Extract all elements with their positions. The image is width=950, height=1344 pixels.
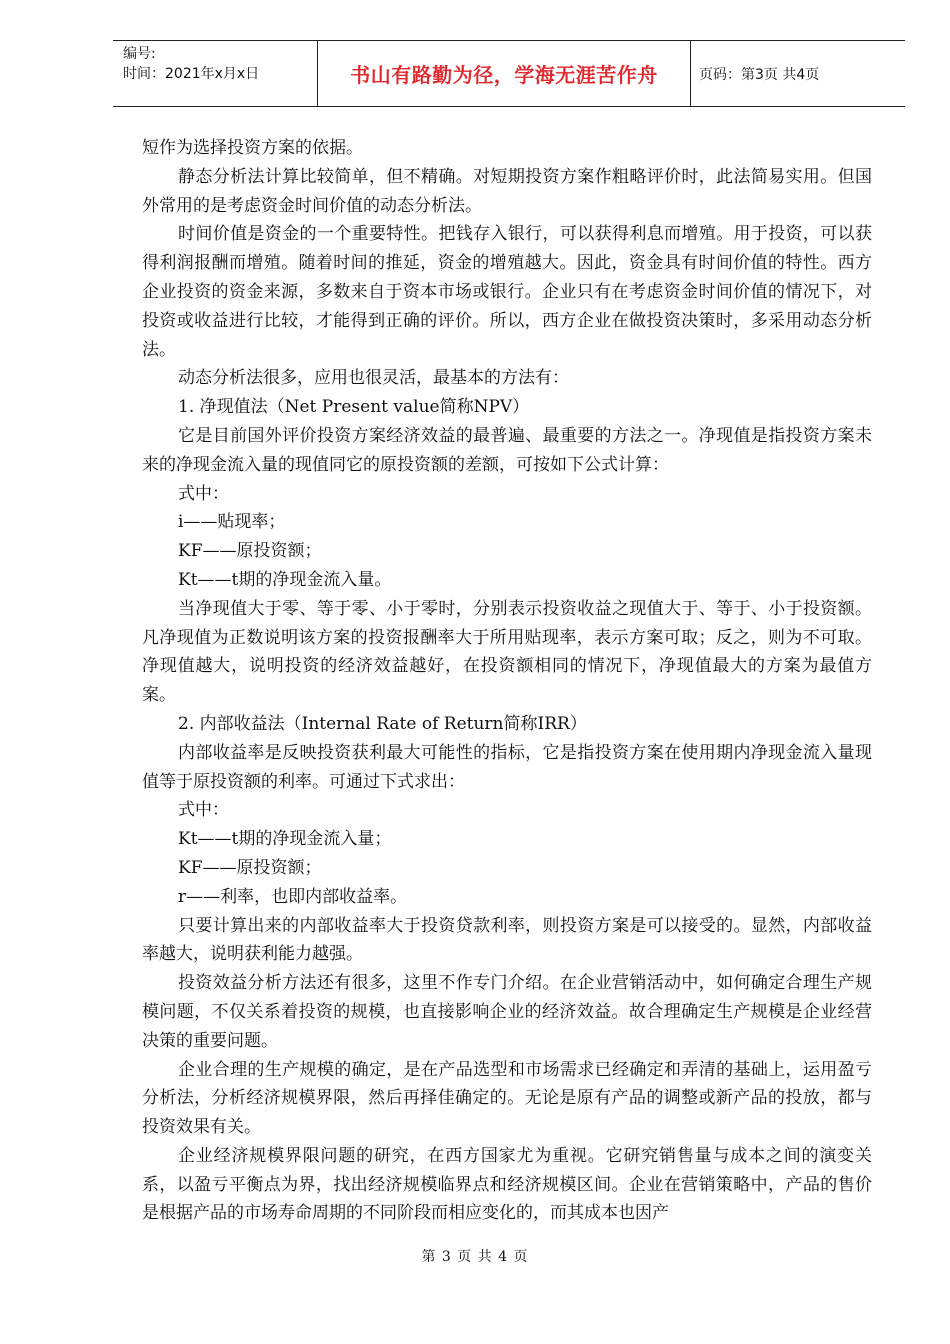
time-label: 时间：2021年x月x日 <box>123 66 260 82</box>
paragraph: 企业合理的生产规模的确定，是在产品选型和市场需求已经确定和弄清的基础上，运用盈亏分析法，分析经济规模界限，然后再择佳确定的。无论是原有产品的调整或新产品的投放，都与投资效果有关。 <box>142 1059 872 1138</box>
number-label: 编号: <box>123 46 156 62</box>
paragraph: 投资效益分析方法还有很多，这里不作专门介绍。在企业营销活动中，如何确定合理生产规模问题，不仅关系着投资的规模，也直接影响企业的经济效益。故合理确定生产规模是企业经营决策的重要问题。 <box>142 973 872 1051</box>
paragraph: 当净现值大于零、等于零、小于零时，分别表示投资收益之现值大于、等于、小于投资额。凡净现值为正数说明该方案的投资报酬率大于所用贴现率，表示方案可取；反之，则为不可取。净现值越大，说明投资的经济效益越好，在投资额相同的情况下，净现值最大的方案为最值方案。 <box>142 598 872 706</box>
paragraph: 内部收益率是反映投资获利最大可能性的指标，它是指投资方案在使用期内净现金流入量现值等于原投资额的利率。可通过下式求出： <box>142 742 872 792</box>
formula-variable: r——利率，也即内部收益率。 <box>178 886 408 907</box>
paragraph: 它是目前国外评价投资方案经济效益的最普遍、最重要的方法之一。净现值是指投资方案未来的净现金流入量的现值同它的原投资额的差额，可按如下公式计算： <box>142 425 872 475</box>
paragraph: 静态分析法计算比较简单，但不精确。对短期投资方案作粗略评价时，此法简易实用。但国外常用的是考虑资金时间价值的动态分析法。 <box>142 166 872 216</box>
formula-variable: Kt——t期的净现金流入量； <box>178 829 392 850</box>
paragraph: 时间价值是资金的一个重要特性。把钱存入银行，可以获得利息而增殖。用于投资，可以获得利润报酬而增殖。随着时间的推延，资金的增殖越大。因此，资金具有时间价值的特性。西方企业投资的资金来源，多数来自于资本市场或银行。企业只有在考虑资金时间价值的情况下，对投资或收益进行比较，才能得到正确的评价。所以，西方企业在做投资决策时，多采用动态分析法。 <box>142 224 872 360</box>
formula-variable: KF——原投资额； <box>178 857 322 878</box>
page-footer: 第 3 页 共 4 页 <box>421 1249 529 1265</box>
formula-note: 式中： <box>178 483 229 504</box>
section-heading-npv: 1. 净现值法（Net Present value简称NPV） <box>178 397 530 418</box>
header-motto: 书山有路勤为径，学海无涯苦作舟 <box>317 41 691 106</box>
formula-variable: Kt——t期的净现金流入量。 <box>178 569 392 590</box>
document-body <box>142 134 872 1228</box>
header-page-label: 页码：第3页 共4页 <box>699 66 820 83</box>
section-heading-irr: 2. 内部收益法（Internal Rate of Return简称IRR） <box>178 713 587 734</box>
paragraph: 动态分析法很多，应用也很灵活，最基本的方法有： <box>178 368 569 389</box>
paragraph: 只要计算出来的内部收益率大于投资贷款利率，则投资方案是可以接受的。显然，内部收益率越大，说明获利能力越强。 <box>142 915 872 965</box>
formula-note: 式中： <box>178 800 229 821</box>
formula-variable: KF——原投资额； <box>178 541 322 562</box>
header-meta <box>113 41 317 106</box>
formula-variable: i——贴现率； <box>178 512 286 533</box>
paragraph: 短作为选择投资方案的依据。 <box>142 138 363 158</box>
paragraph: 企业经济规模界限问题的研究，在西方国家尤为重视。它研究销售量与成本之间的演变关系，以盈亏平衡点为界，找出经济规模临界点和经济规模区间。企业在营销策略中，产品的售价是根据产品的市场寿命周期的不同阶段而相应变化的，而其成本也因产 <box>142 1145 872 1224</box>
page-header <box>113 40 905 107</box>
